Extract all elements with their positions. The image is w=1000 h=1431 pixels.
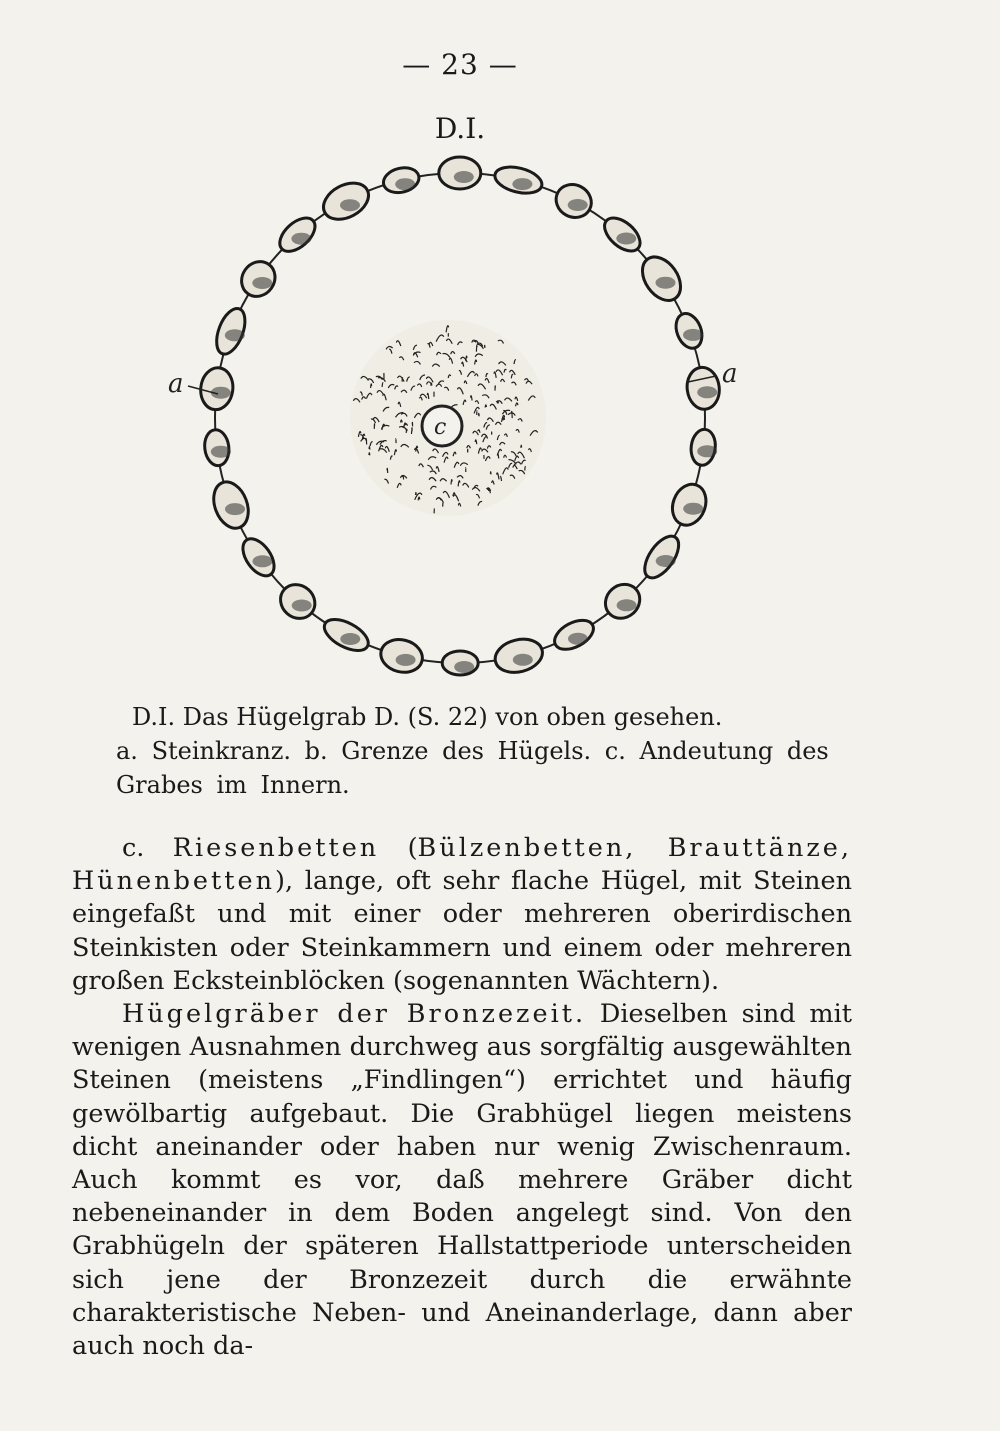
stone-shadow [340,633,360,645]
stone-shadow [340,199,360,211]
item-letter: c. [122,833,173,863]
stone-shadow [512,178,532,190]
body-text [72,832,852,1363]
stone-shadow [616,233,636,245]
caption-title: D.I. Das Hügelgrab D. (S. 22) von oben gesehen. [132,703,723,731]
stone-shadow [697,445,717,457]
texture-stroke [369,453,370,456]
term-riesenbetten: Riesenbetten [172,833,380,863]
paragraph-text: ), lange, oft sehr flache Hügel, mit Steinen eingefaßt und mit einer oder mehreren oberirdischen Steinkisten oder Steinkammern und einem oder mehreren großen Ecksteinblöcken (sogenannten Wächtern). [72,866,852,996]
stone-shadow [568,199,588,211]
mark-a-right: a [722,359,738,389]
paragraph-text: Dieselben sind mit wenigen Ausnahmen durchweg aus sorgfältig ausgewählten Steinen (meistens „Findlingen“) errichtet und häufig gewölbartig aufgebaut. Die Grabhügel liegen meistens dicht aneinander oder haben nur wenig Zwischenraum. Auch kommt es vor, daß mehrere Gräber dicht nebeneinander in dem Boden angelegt sind. Von den Grabhügeln der späteren Hallstattperiode unterscheiden sich jene der Bronzezeit durch die erwähnte charakteristische Neben- und Aneinanderlage, dann aber auch noch da- [72,999,852,1362]
figure-label: D.I. [434,112,486,145]
texture-stroke [490,472,491,475]
stone-shadow [211,446,231,458]
paragraph-riesenbetten [72,832,852,998]
stone-shadow [396,654,416,666]
texture-stroke [396,439,397,443]
stone-shadow [395,178,415,190]
stone-shadow [225,329,245,341]
figure-caption [72,700,852,802]
stone-shadow [292,600,312,612]
texture-stroke [387,468,388,473]
mound-drawing [160,150,800,690]
stone-shadow [454,661,474,673]
stone-shadow [617,599,637,611]
texture-stroke [521,445,522,448]
stone-shadow [656,555,676,567]
stone-shadow [253,555,273,567]
term-alternatives: Bülzenbetten, Brauttänze, Hünenbetten [72,833,852,897]
mark-c: c [434,415,447,440]
texture-stroke [416,492,417,495]
stone-shadow [225,503,245,515]
texture-stroke [476,345,477,351]
term-bronzezeit: Hügelgräber der Bronzezeit. [122,999,587,1030]
caption-legend: a. Steinkranz. b. Grenze des Hügels. c. Andeutung des Grabes im Innern. [116,737,829,799]
stone-shadow [683,503,703,515]
stone-shadow [252,277,272,289]
paragraph-bronzezeit [72,998,852,1363]
stone-shadow [697,386,717,398]
texture-stroke [479,413,480,416]
page-number: — 23 — [402,48,518,81]
stone-shadow [656,277,676,289]
stone-shadow [291,233,311,245]
stone-shadow [568,633,588,645]
stone-shadow [513,654,533,666]
stone-shadow [454,171,474,183]
stone-shadow [683,329,703,341]
burial-mound-illustration [160,150,800,690]
paren-open: ( [379,833,418,863]
mark-a-left: a [168,369,184,399]
